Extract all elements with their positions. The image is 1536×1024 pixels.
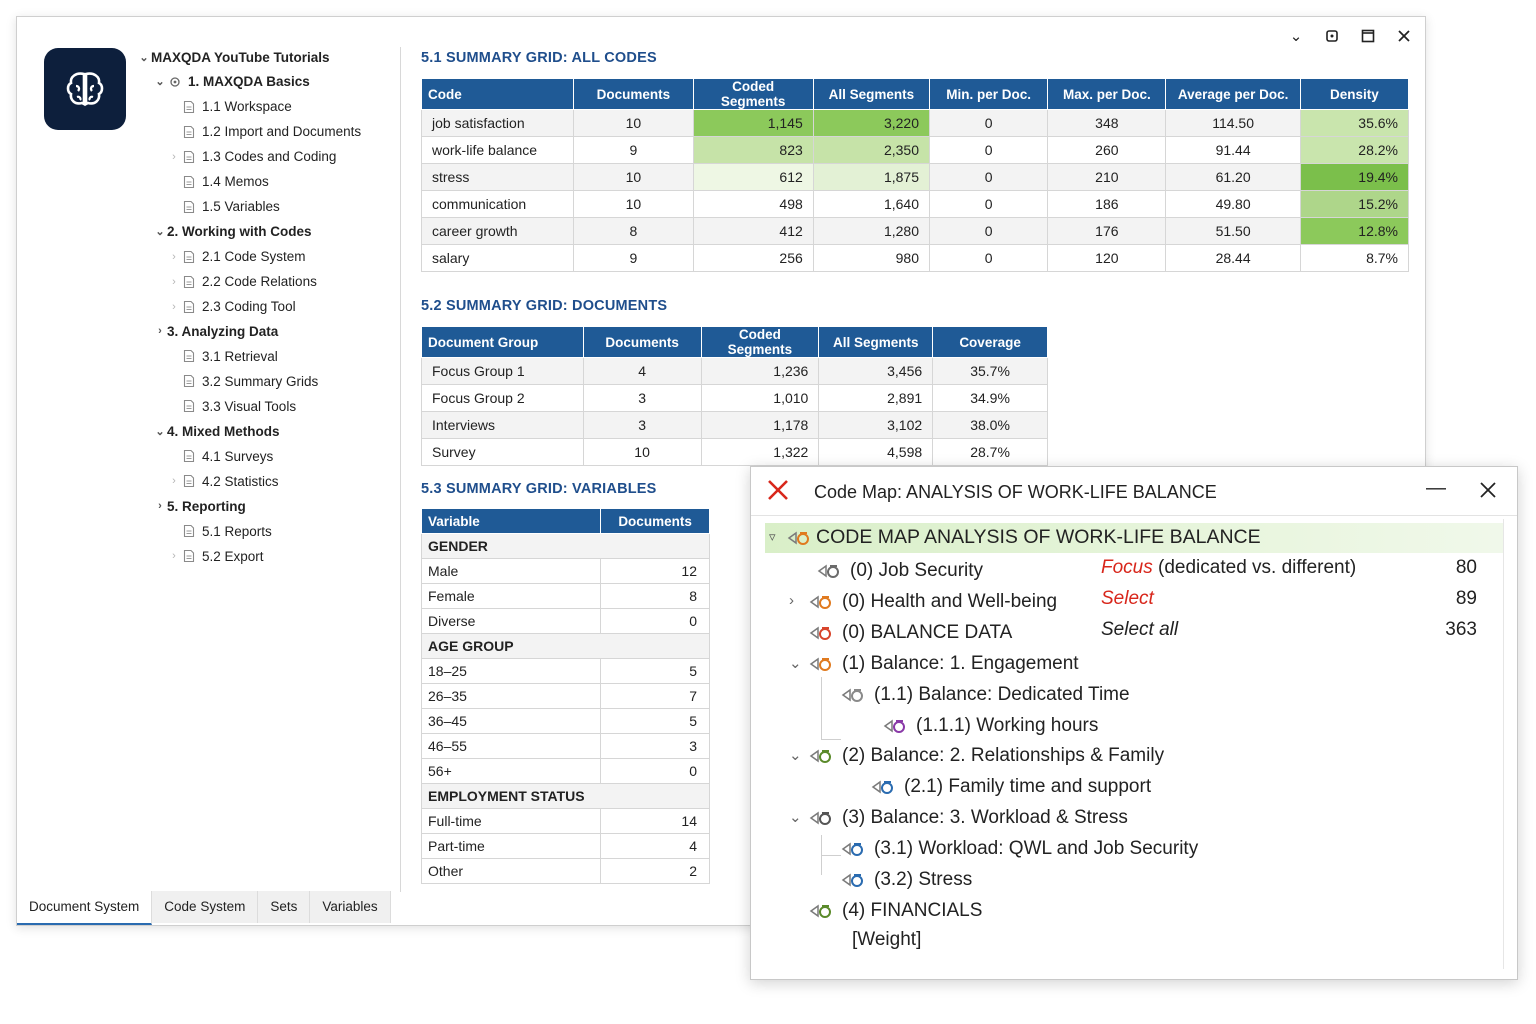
code-map-minimize-button[interactable]: — <box>1426 477 1446 499</box>
table-row[interactable] <box>422 439 1048 466</box>
table-row[interactable] <box>422 358 1048 385</box>
chevron-right-icon[interactable]: › <box>172 300 176 313</box>
code-label: (1.1) Balance: Dedicated Time <box>874 683 1130 705</box>
sidebar-item[interactable] <box>167 345 278 367</box>
table-cell: 9 <box>574 137 693 164</box>
table-cell: 210 <box>1048 164 1166 191</box>
chevron-down-icon[interactable]: ⌄ <box>789 654 802 672</box>
variable-count: 2 <box>601 859 710 884</box>
table-cell: 3,456 <box>819 358 933 385</box>
column-header[interactable]: Coded Segments <box>701 327 819 358</box>
document-icon <box>181 99 197 115</box>
code-map-window <box>750 466 1518 980</box>
tree-connector <box>821 855 841 856</box>
table-cell: Focus Group 1 <box>422 358 584 385</box>
variable-count: 7 <box>601 684 710 709</box>
code-map-item[interactable] <box>841 835 1198 863</box>
table-row[interactable] <box>422 659 710 684</box>
sidebar-item[interactable] <box>167 445 273 467</box>
group-label: AGE GROUP <box>422 634 710 659</box>
chevron-right-icon[interactable]: › <box>172 250 176 263</box>
table-row[interactable] <box>422 734 710 759</box>
sidebar-item-label: 1. MAXQDA Basics <box>188 74 310 90</box>
sidebar-item-label: 1.5 Variables <box>202 199 280 215</box>
chevron-down-icon[interactable]: ⌄ <box>139 51 149 64</box>
close-button[interactable] <box>1393 25 1415 47</box>
table-row[interactable] <box>422 559 710 584</box>
variable-label: Part-time <box>422 834 601 859</box>
code-map-title: Code Map: ANALYSIS OF WORK-LIFE BALANCE <box>814 482 1217 502</box>
tab-variables[interactable]: Variables <box>310 891 390 923</box>
table-cell: 823 <box>693 137 813 164</box>
table-cell: 2,350 <box>813 137 929 164</box>
chevron-right-icon[interactable]: › <box>172 275 176 288</box>
sidebar-item-label: 4. Mixed Methods <box>167 423 280 439</box>
segment-count: 363 <box>1445 619 1477 640</box>
document-icon <box>181 124 197 140</box>
code-map-item[interactable] <box>817 557 983 585</box>
table-row[interactable] <box>422 684 710 709</box>
table-cell: 0 <box>930 191 1048 218</box>
column-header[interactable]: Code <box>422 79 574 110</box>
table-cell: 1,280 <box>813 218 929 245</box>
restore-button[interactable] <box>1321 25 1343 47</box>
select-link[interactable]: Select <box>1101 588 1154 609</box>
sidebar-item-label: MAXQDA YouTube Tutorials <box>151 49 330 65</box>
table-cell: 3,220 <box>813 110 929 137</box>
segment-count: 89 <box>1455 588 1477 609</box>
document-icon <box>181 473 197 489</box>
table-cell: 260 <box>1048 137 1166 164</box>
sidebar-item[interactable] <box>167 171 269 193</box>
code-map-item[interactable] <box>789 804 1128 832</box>
sidebar-item-label: 3.1 Retrieval <box>202 348 278 364</box>
code-map-item[interactable] <box>789 650 1079 678</box>
code-label: (0) Health and Well-being <box>842 590 1058 612</box>
link-group-icon <box>167 74 183 90</box>
sidebar-item[interactable] <box>153 420 280 442</box>
code-icon <box>809 747 835 765</box>
sidebar-item[interactable] <box>167 146 336 168</box>
focus-keyword: Focus <box>1101 557 1153 578</box>
document-icon <box>181 174 197 190</box>
sidebar-item[interactable] <box>167 520 272 542</box>
table-cell: 10 <box>574 164 693 191</box>
code-icon <box>809 593 835 611</box>
table-cell: 8 <box>574 218 693 245</box>
table-cell: 1,236 <box>701 358 819 385</box>
table-cell: 28.2% <box>1300 137 1408 164</box>
table-cell: 8.7% <box>1300 245 1408 272</box>
chevron-right-icon[interactable]: › <box>172 550 176 562</box>
code-icon <box>817 562 843 580</box>
variable-label: Other <box>422 859 601 884</box>
weight-label: [Weight] <box>852 929 922 950</box>
table-cell: 4 <box>583 358 701 385</box>
variable-label: 18–25 <box>422 659 601 684</box>
code-label: (2) Balance: 2. Relationships & Family <box>842 745 1165 767</box>
table-cell: 49.80 <box>1166 191 1300 218</box>
table-cell: 10 <box>583 439 701 466</box>
code-label: (3.1) Workload: QWL and Job Security <box>874 838 1199 860</box>
table-cell: job satisfaction <box>422 110 574 137</box>
chevron-right-icon[interactable]: › <box>172 150 176 163</box>
table-cell: 980 <box>813 245 929 272</box>
table-cell: 348 <box>1048 110 1166 137</box>
sidebar-item[interactable] <box>137 46 330 68</box>
column-header[interactable]: Density <box>1300 79 1408 110</box>
code-label: (3.2) Stress <box>874 869 973 890</box>
sidebar-item-label: 3.2 Summary Grids <box>202 373 319 389</box>
variable-count: 5 <box>601 709 710 734</box>
sidebar-item[interactable] <box>167 370 318 392</box>
code-icon <box>809 624 835 642</box>
code-map-header-label: CODE MAP ANALYSIS OF WORK-LIFE BALANCE <box>816 526 1261 548</box>
group-label: EMPLOYMENT STATUS <box>422 784 710 809</box>
table-cell: 38.0% <box>933 412 1048 439</box>
table-cell: 28.44 <box>1166 245 1300 272</box>
table-cell: 1,875 <box>813 164 929 191</box>
table-cell: 10 <box>574 191 693 218</box>
document-icon <box>181 249 197 265</box>
table-cell: 0 <box>930 110 1048 137</box>
code-label: (4) FINANCIALS <box>842 899 983 921</box>
code-map-icon <box>787 529 813 547</box>
table-cell: Focus Group 2 <box>422 385 584 412</box>
focus-option[interactable] <box>1101 557 1356 579</box>
code-map-scrollbar[interactable] <box>1503 519 1504 969</box>
table-row[interactable] <box>422 137 1409 164</box>
chevron-down-icon[interactable]: ▿ <box>769 529 776 544</box>
table-cell: 3,102 <box>819 412 933 439</box>
table-cell: 12.8% <box>1300 218 1408 245</box>
code-icon <box>841 686 867 704</box>
table-row[interactable] <box>422 709 710 734</box>
code-map-app-icon <box>765 477 793 505</box>
sidebar-item-label: 5.2 Export <box>202 548 264 564</box>
document-icon <box>181 398 197 414</box>
tab-sets[interactable]: Sets <box>258 891 310 923</box>
table-cell: 0 <box>930 164 1048 191</box>
code-label: (0) BALANCE DATA <box>842 621 1013 643</box>
code-map-item[interactable] <box>883 712 1098 740</box>
sidebar-item-label: 5.1 Reports <box>202 523 272 539</box>
table-cell: 4,598 <box>819 439 933 466</box>
table-cell: 0 <box>930 137 1048 164</box>
variable-label: 36–45 <box>422 709 601 734</box>
table-cell: 412 <box>693 218 813 245</box>
variable-count: 3 <box>601 734 710 759</box>
variable-count: 5 <box>601 659 710 684</box>
code-map-title-divider <box>751 515 1517 516</box>
column-header[interactable]: Document Group <box>422 327 584 358</box>
grid1-title: 5.1 SUMMARY GRID: ALL CODES <box>421 50 657 66</box>
summary-grid-all-codes <box>421 78 1409 272</box>
variable-count: 12 <box>601 559 710 584</box>
table-row[interactable] <box>422 164 1409 191</box>
table-cell: 256 <box>693 245 813 272</box>
group-row <box>422 534 710 559</box>
summary-grid-documents <box>421 326 1048 466</box>
chevron-right-icon[interactable]: › <box>158 325 162 338</box>
code-icon <box>809 655 835 673</box>
window-controls <box>1285 25 1415 47</box>
sidebar-item-label: 5. Reporting <box>167 498 246 514</box>
table-cell: Survey <box>422 439 584 466</box>
variable-count: 0 <box>601 759 710 784</box>
table-cell: 35.6% <box>1300 110 1408 137</box>
column-header[interactable]: Coverage <box>933 327 1048 358</box>
sidebar-item[interactable] <box>167 271 317 293</box>
sidebar-item-label: 4.2 Statistics <box>202 473 279 489</box>
document-icon <box>181 523 197 539</box>
table-cell: 498 <box>693 191 813 218</box>
table-cell: 1,145 <box>693 110 813 137</box>
app-logo <box>44 48 126 130</box>
group-row <box>422 634 710 659</box>
sidebar-item-label: 3.3 Visual Tools <box>202 398 297 414</box>
table-cell: 120 <box>1048 245 1166 272</box>
column-header[interactable]: Average per Doc. <box>1166 79 1300 110</box>
code-icon <box>809 902 835 920</box>
code-map-item[interactable] <box>809 619 1012 647</box>
sidebar-item[interactable] <box>167 296 296 318</box>
table-cell: 51.50 <box>1166 218 1300 245</box>
table-cell: 1,178 <box>701 412 819 439</box>
code-map-item[interactable] <box>841 681 1130 709</box>
sidebar-item-label: 2.3 Coding Tool <box>202 299 296 314</box>
table-cell: 19.4% <box>1300 164 1408 191</box>
select-all-link[interactable]: Select all <box>1101 619 1179 640</box>
code-map-item[interactable] <box>789 588 1058 616</box>
minimize-button[interactable]: ⌄ <box>1289 28 1303 45</box>
table-cell: 15.2% <box>1300 191 1408 218</box>
document-icon <box>181 199 197 215</box>
tree-connector <box>821 677 822 739</box>
sidebar-item[interactable] <box>167 121 361 143</box>
sidebar-item-label: 1.4 Memos <box>202 174 269 190</box>
table-cell: 3 <box>583 385 701 412</box>
table-row[interactable] <box>422 609 710 634</box>
table-row[interactable] <box>422 218 1409 245</box>
column-header[interactable]: Documents <box>601 509 710 534</box>
code-label: (0) Job Security <box>850 560 984 581</box>
tab-document-system[interactable]: Document System <box>17 891 152 925</box>
sidebar-item[interactable] <box>167 395 296 417</box>
group-label: GENDER <box>422 534 710 559</box>
sidebar-item[interactable] <box>153 221 312 243</box>
grid2-title: 5.2 SUMMARY GRID: DOCUMENTS <box>421 298 668 314</box>
table-cell: Interviews <box>422 412 584 439</box>
variable-count: 14 <box>601 809 710 834</box>
code-icon <box>871 778 897 796</box>
sidebar-item-label: 2. Working with Codes <box>167 224 312 240</box>
sidebar-item[interactable] <box>167 196 280 218</box>
table-cell: 2,891 <box>819 385 933 412</box>
variable-label: Diverse <box>422 609 601 634</box>
panel-divider <box>400 47 401 892</box>
table-row[interactable] <box>422 191 1409 218</box>
code-map-item[interactable] <box>841 866 972 894</box>
code-map-close-button[interactable] <box>1475 477 1501 503</box>
sidebar-item-label: 3. Analyzing Data <box>167 323 279 339</box>
table-row[interactable] <box>422 859 710 884</box>
column-header[interactable]: Coded Segments <box>693 79 813 110</box>
variable-label: Male <box>422 559 601 584</box>
document-icon <box>181 373 197 389</box>
grid3-title: 5.3 SUMMARY GRID: VARIABLES <box>421 481 657 497</box>
code-icon <box>883 717 909 735</box>
table-cell: career growth <box>422 218 574 245</box>
sidebar-item[interactable] <box>167 96 292 118</box>
column-header[interactable]: Documents <box>574 79 693 110</box>
code-icon <box>809 809 835 827</box>
chevron-right-icon[interactable]: › <box>158 500 162 513</box>
table-cell: 612 <box>693 164 813 191</box>
chevron-down-icon[interactable]: ⌄ <box>789 747 802 765</box>
table-row[interactable] <box>422 834 710 859</box>
table-row[interactable] <box>422 110 1409 137</box>
table-cell: 1,640 <box>813 191 929 218</box>
table-cell: work-life balance <box>422 137 574 164</box>
focus-description: (dedicated vs. different) <box>1152 557 1357 578</box>
table-cell: 91.44 <box>1166 137 1300 164</box>
chevron-right-icon[interactable]: › <box>789 591 794 609</box>
chevron-down-icon[interactable]: ⌄ <box>789 809 802 827</box>
document-icon <box>181 274 197 290</box>
maximize-button[interactable] <box>1357 25 1379 47</box>
code-icon <box>841 840 867 858</box>
sidebar-item-label: 4.1 Surveys <box>202 448 274 464</box>
table-cell: 10 <box>574 110 693 137</box>
code-map-item[interactable] <box>871 773 1151 801</box>
table-cell: 0 <box>930 245 1048 272</box>
variable-label: 26–35 <box>422 684 601 709</box>
table-cell: communication <box>422 191 574 218</box>
sidebar-item-label: 1.1 Workspace <box>202 99 292 115</box>
table-cell: 3 <box>583 412 701 439</box>
table-cell: 1,010 <box>701 385 819 412</box>
table-row[interactable] <box>422 809 710 834</box>
document-icon <box>181 149 197 165</box>
variable-count: 0 <box>601 609 710 634</box>
chevron-down-icon[interactable]: ⌄ <box>155 226 165 239</box>
sidebar-item[interactable] <box>167 246 306 268</box>
table-cell: 9 <box>574 245 693 272</box>
table-cell: 176 <box>1048 218 1166 245</box>
table-cell: 61.20 <box>1166 164 1300 191</box>
column-header[interactable]: Max. per Doc. <box>1048 79 1166 110</box>
sidebar-item[interactable] <box>167 545 264 567</box>
sidebar-item[interactable] <box>167 470 279 492</box>
code-map-item[interactable] <box>789 742 1165 770</box>
document-icon <box>181 299 197 315</box>
column-header[interactable]: All Segments <box>819 327 933 358</box>
document-icon <box>181 348 197 364</box>
sidebar-item-label: 2.2 Code Relations <box>202 274 317 290</box>
brain-icon <box>62 66 108 112</box>
code-label: (1) Balance: 1. Engagement <box>842 652 1079 674</box>
code-icon <box>841 871 867 889</box>
table-row[interactable] <box>422 245 1409 272</box>
code-label: (3) Balance: 3. Workload & Stress <box>842 807 1128 829</box>
table-cell: 0 <box>930 218 1048 245</box>
table-cell: 1,322 <box>701 439 819 466</box>
column-header[interactable]: Min. per Doc. <box>930 79 1048 110</box>
variable-label: 56+ <box>422 759 601 784</box>
group-row <box>422 784 710 809</box>
variable-label: Full-time <box>422 809 601 834</box>
column-header[interactable]: Variable <box>422 509 601 534</box>
table-cell: stress <box>422 164 574 191</box>
summary-grid-variables <box>421 508 710 884</box>
table-row[interactable] <box>422 584 710 609</box>
document-icon <box>181 448 197 464</box>
sidebar-item-label: 2.1 Code System <box>202 249 306 265</box>
segment-count: 80 <box>1455 557 1477 578</box>
table-cell: salary <box>422 245 574 272</box>
sidebar-item[interactable] <box>153 495 246 517</box>
tab-code-system[interactable]: Code System <box>152 891 258 923</box>
variable-label: 46–55 <box>422 734 601 759</box>
table-row[interactable] <box>422 759 710 784</box>
document-icon <box>181 548 197 564</box>
chevron-right-icon[interactable]: › <box>172 475 176 488</box>
variable-count: 4 <box>601 834 710 859</box>
chevron-down-icon[interactable]: ⌄ <box>155 76 165 89</box>
code-map-header-row[interactable] <box>765 523 1503 553</box>
sidebar-item-label: 1.3 Codes and Coding <box>202 149 337 165</box>
tree-connector <box>821 739 841 740</box>
code-label: (1.1.1) Working hours <box>916 714 1099 736</box>
table-cell: 114.50 <box>1166 110 1300 137</box>
table-row[interactable] <box>422 412 1048 439</box>
code-map-item[interactable] <box>809 897 982 925</box>
table-cell: 35.7% <box>933 358 1048 385</box>
code-label: (2.1) Family time and support <box>904 776 1152 798</box>
column-header[interactable]: Documents <box>583 327 701 358</box>
table-cell: 34.9% <box>933 385 1048 412</box>
table-cell: 186 <box>1048 191 1166 218</box>
chevron-down-icon[interactable]: ⌄ <box>155 425 165 438</box>
table-cell: 28.7% <box>933 439 1048 466</box>
column-header[interactable]: All Segments <box>813 79 929 110</box>
sidebar-item[interactable] <box>153 71 310 93</box>
variable-label: Female <box>422 584 601 609</box>
sidebar-item-label: 1.2 Import and Documents <box>202 124 362 140</box>
variable-count: 8 <box>601 584 710 609</box>
bottom-tab-bar <box>17 891 391 925</box>
sidebar-item[interactable] <box>153 320 278 342</box>
table-row[interactable] <box>422 385 1048 412</box>
